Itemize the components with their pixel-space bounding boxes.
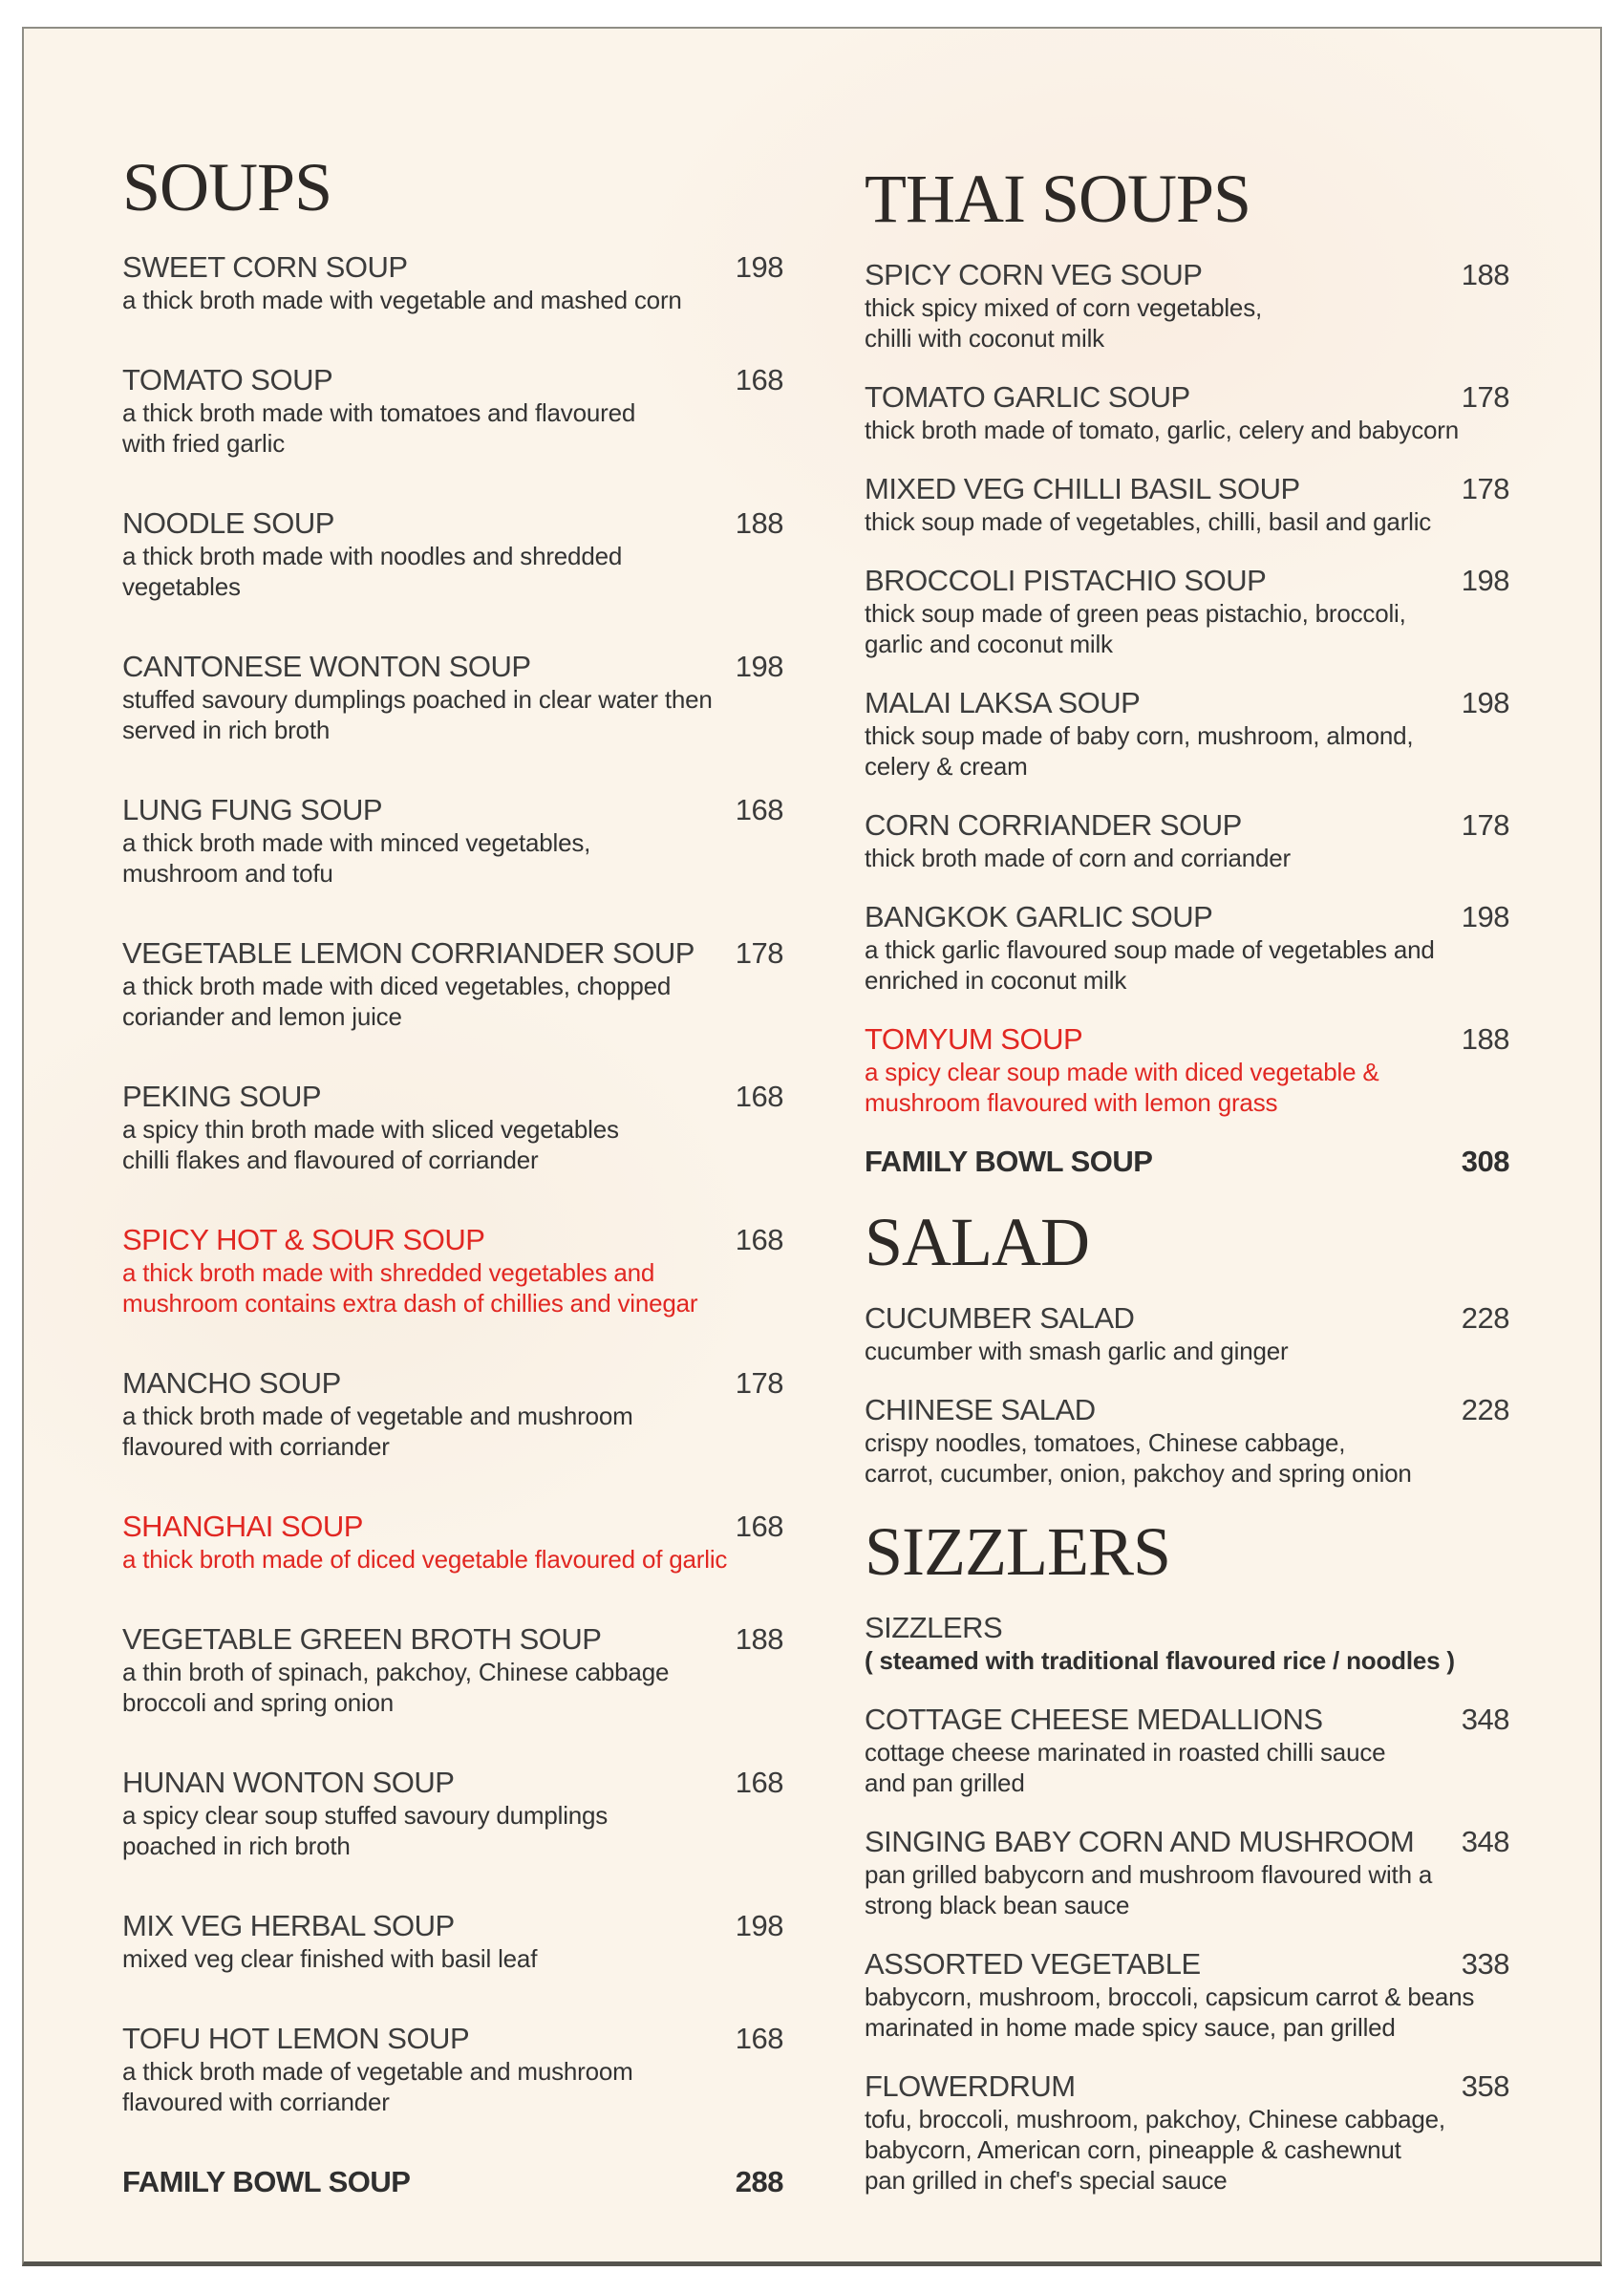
item-description-line: a spicy clear soup stuffed savoury dumplings (122, 1801, 609, 1830)
item-row (865, 900, 1509, 934)
item-price: 348 (1461, 1825, 1509, 1858)
menu-item-family-bowl-soup (122, 2165, 783, 2199)
item-row (865, 1825, 1509, 1859)
item-name: MIXED VEG CHILLI BASIL SOUP (865, 472, 1300, 505)
menu-column-left (122, 151, 783, 2247)
menu-item-bangkok-garlic-soup (865, 900, 1509, 996)
item-description-line: thick soup made of green peas pistachio, broccoli, (865, 599, 1406, 628)
item-description-line: ( steamed with traditional flavoured rice / noodles ) (865, 1646, 1455, 1675)
item-description-line: coriander and lemon juice (122, 1002, 402, 1031)
menu-item-hunan-wonton-soup (122, 1766, 783, 1861)
item-price: 188 (1461, 1022, 1509, 1056)
menu-item-cottage-cheese-medallions (865, 1703, 1509, 1798)
item-name: SPICY CORN VEG SOUP (865, 258, 1203, 291)
item-price: 198 (735, 650, 783, 683)
item-row (865, 1947, 1509, 1982)
item-description-line: thick soup made of baby corn, mushroom, almond, (865, 721, 1414, 750)
item-description-line: mushroom contains extra dash of chillies and vinegar (122, 1289, 698, 1318)
menu-item-noodle-soup (122, 506, 783, 602)
item-name: MANCHO SOUP (122, 1366, 341, 1400)
item-price: 198 (1461, 900, 1509, 933)
item-price: 188 (735, 506, 783, 540)
item-row (122, 506, 783, 541)
item-description-line: a spicy clear soup made with diced vegetable & (865, 1058, 1379, 1086)
item-description-line: chilli flakes and flavoured of corriander (122, 1146, 539, 1174)
item-row (122, 1909, 783, 1943)
item-price: 178 (1461, 472, 1509, 505)
item-row (865, 258, 1509, 292)
item-name: LUNG FUNG SOUP (122, 793, 383, 826)
item-price: 358 (1461, 2069, 1509, 2103)
item-price: 198 (1461, 686, 1509, 719)
item-row (122, 1622, 783, 1657)
item-description-line: a thick broth made of vegetable and mushroom (122, 1402, 633, 1430)
item-name: TOMATO SOUP (122, 363, 333, 396)
menu-item-malai-laksa-soup (865, 686, 1509, 782)
item-price: 198 (735, 1909, 783, 1942)
item-name: ASSORTED VEGETABLE (865, 1947, 1201, 1981)
item-description-line: tofu, broccoli, mushroom, pakchoy, Chinese cabbage, (865, 2105, 1445, 2133)
item-price: 228 (1461, 1301, 1509, 1335)
item-price: 288 (735, 2165, 783, 2198)
menu-item-sizzlers (865, 1611, 1509, 1676)
section-title-sizzlers: SIZZLERS (865, 1513, 1171, 1590)
item-name: TOFU HOT LEMON SOUP (122, 2022, 470, 2055)
item-row (122, 936, 783, 971)
item-description-line: a spicy thin broth made with sliced vegetables (122, 1115, 619, 1144)
item-row (865, 1145, 1509, 1179)
item-description-line: marinated in home made spicy sauce, pan grilled (865, 2013, 1396, 2042)
item-row (122, 1766, 783, 1800)
item-name: SHANGHAI SOUP (122, 1510, 363, 1543)
item-description-line: babycorn, mushroom, broccoli, capsicum carrot & beans (865, 1982, 1475, 2011)
item-price: 228 (1461, 1393, 1509, 1426)
menu-item-tomato-soup (122, 363, 783, 459)
item-description-line: thick spicy mixed of corn vegetables, (865, 293, 1263, 322)
menu-item-peking-soup (122, 1080, 783, 1175)
item-row (122, 250, 783, 285)
item-row (122, 1510, 783, 1544)
item-name: VEGETABLE LEMON CORRIANDER SOUP (122, 936, 694, 970)
item-description-line: flavoured with corriander (122, 2088, 390, 2116)
item-description-line: a thick broth made of vegetable and mushroom (122, 2057, 633, 2086)
item-row (865, 380, 1509, 415)
item-price: 168 (735, 793, 783, 826)
menu-item-sweet-corn-soup (122, 250, 783, 315)
menu-item-singing-baby-corn-and-mushroom (865, 1825, 1509, 1920)
item-description-line: chilli with coconut milk (865, 324, 1104, 353)
item-row (865, 1393, 1509, 1427)
item-row (122, 793, 783, 827)
item-price: 188 (735, 1622, 783, 1656)
item-row (865, 564, 1509, 598)
item-name: CHINESE SALAD (865, 1393, 1096, 1426)
item-name: SINGING BABY CORN AND MUSHROOM (865, 1825, 1415, 1858)
item-description-line: thick broth made of corn and corriander (865, 844, 1291, 872)
menu-item-vegetable-green-broth-soup (122, 1622, 783, 1718)
menu-item-spicy-hot-sour-soup (122, 1223, 783, 1318)
item-name: TOMYUM SOUP (865, 1022, 1083, 1056)
item-row (865, 1301, 1509, 1336)
menu-item-lung-fung-soup (122, 793, 783, 889)
item-row (122, 650, 783, 684)
item-price: 168 (735, 363, 783, 396)
item-description-line: pan grilled babycorn and mushroom flavoured with a (865, 1860, 1433, 1889)
menu-item-corn-corriander-soup (865, 808, 1509, 873)
menu-item-tofu-hot-lemon-soup (122, 2022, 783, 2117)
item-name: COTTAGE CHEESE MEDALLIONS (865, 1703, 1323, 1736)
item-name: HUNAN WONTON SOUP (122, 1766, 455, 1799)
item-description-line: garlic and coconut milk (865, 630, 1113, 658)
item-name: FLOWERDRUM (865, 2069, 1076, 2103)
item-description-line: cucumber with smash garlic and ginger (865, 1337, 1289, 1365)
item-description-line: thick soup made of vegetables, chilli, basil and garlic (865, 507, 1432, 536)
item-description-line: thick broth made of tomato, garlic, celery and babycorn (865, 416, 1459, 444)
item-description-line: a thick broth made with noodles and shredded (122, 542, 623, 570)
menu-item-broccoli-pistachio-soup (865, 564, 1509, 659)
item-description-line: a thick broth made with minced vegetables, (122, 828, 591, 857)
item-row (122, 2022, 783, 2056)
menu-item-mixed-veg-chilli-basil-soup (865, 472, 1509, 537)
item-description-line: a thick broth made of diced vegetable flavoured of garlic (122, 1545, 728, 1574)
item-price: 168 (735, 2022, 783, 2055)
section-title-soups: SOUPS (122, 149, 332, 225)
item-description-line: mushroom flavoured with lemon grass (865, 1088, 1278, 1117)
item-row (122, 2165, 783, 2199)
item-description-line: vegetables (122, 572, 241, 601)
menu-item-shanghai-soup (122, 1510, 783, 1575)
item-price: 308 (1461, 1145, 1509, 1178)
item-description-line: flavoured with corriander (122, 1432, 390, 1461)
item-description-line: a thick broth made with shredded vegetables and (122, 1258, 655, 1287)
item-row (865, 686, 1509, 720)
item-description-line: crispy noodles, tomatoes, Chinese cabbage, (865, 1428, 1346, 1457)
item-row (865, 1611, 1509, 1645)
item-description-line: a thick broth made with tomatoes and flavoured (122, 398, 636, 427)
item-description-line: cottage cheese marinated in roasted chilli sauce (865, 1738, 1386, 1767)
item-name: BANGKOK GARLIC SOUP (865, 900, 1213, 933)
menu-item-flowerdrum (865, 2069, 1509, 2196)
item-description-line: broccoli and spring onion (122, 1688, 395, 1717)
item-description-line: babycorn, American corn, pineapple & cashewnut (865, 2135, 1401, 2164)
item-price: 178 (735, 1366, 783, 1400)
menu-item-cucumber-salad (865, 1301, 1509, 1366)
item-price: 178 (1461, 380, 1509, 414)
item-description-line: a thick broth made with vegetable and mashed corn (122, 286, 682, 314)
item-description-line: poached in rich broth (122, 1832, 351, 1860)
menu-item-mix-veg-herbal-soup (122, 1909, 783, 1974)
item-name: MIX VEG HERBAL SOUP (122, 1909, 455, 1942)
section-title-thai-soups: THAI SOUPS (865, 161, 1251, 237)
item-name: CORN CORRIANDER SOUP (865, 808, 1242, 842)
menu-item-family-bowl-soup (865, 1145, 1509, 1179)
item-price: 168 (735, 1510, 783, 1543)
item-description-line: strong black bean sauce (865, 1891, 1130, 1919)
item-price: 188 (1461, 258, 1509, 291)
menu-item-spicy-corn-veg-soup (865, 258, 1509, 354)
item-row (122, 363, 783, 397)
menu-page (22, 27, 1602, 2266)
menu-item-mancho-soup (122, 1366, 783, 1462)
item-description-line: mushroom and tofu (122, 859, 333, 888)
menu-column-right (865, 162, 1509, 2222)
item-row (122, 1223, 783, 1257)
menu-item-cantonese-wonton-soup (122, 650, 783, 745)
item-name: SPICY HOT & SOUR SOUP (122, 1223, 485, 1256)
item-name: NOODLE SOUP (122, 506, 334, 540)
item-name: TOMATO GARLIC SOUP (865, 380, 1190, 414)
item-price: 198 (1461, 564, 1509, 597)
item-row (865, 1703, 1509, 1737)
item-name: FAMILY BOWL SOUP (122, 2165, 411, 2198)
item-name: CUCUMBER SALAD (865, 1301, 1135, 1335)
item-name: MALAI LAKSA SOUP (865, 686, 1141, 719)
item-description-line: a thick broth made with diced vegetables, chopped (122, 972, 672, 1000)
item-price: 178 (735, 936, 783, 970)
item-description-line: pan grilled in chef's special sauce (865, 2166, 1228, 2195)
item-name: SIZZLERS (865, 1611, 1003, 1644)
menu-item-vegetable-lemon-corriander-soup (122, 936, 783, 1032)
item-row (865, 2069, 1509, 2104)
item-price: 338 (1461, 1947, 1509, 1981)
item-row (865, 472, 1509, 506)
item-description-line: mixed veg clear finished with basil leaf (122, 1944, 538, 1973)
item-row (865, 1022, 1509, 1057)
item-price: 168 (735, 1223, 783, 1256)
section-title-salad: SALAD (865, 1204, 1090, 1280)
item-row (122, 1366, 783, 1401)
item-description-line: stuffed savoury dumplings poached in clear water then (122, 685, 713, 714)
menu-item-assorted-vegetable (865, 1947, 1509, 2043)
item-price: 168 (735, 1766, 783, 1799)
item-row (865, 808, 1509, 843)
item-price: 348 (1461, 1703, 1509, 1736)
item-description-line: and pan grilled (865, 1768, 1025, 1797)
menu-item-tomyum-soup (865, 1022, 1509, 1118)
item-description-line: enriched in coconut milk (865, 966, 1127, 995)
item-name: BROCCOLI PISTACHIO SOUP (865, 564, 1267, 597)
item-description-line: with fried garlic (122, 429, 285, 458)
item-description-line: carrot, cucumber, onion, pakchoy and spring onion (865, 1459, 1412, 1488)
item-price: 168 (735, 1080, 783, 1113)
item-name: CANTONESE WONTON SOUP (122, 650, 531, 683)
item-price: 178 (1461, 808, 1509, 842)
item-description-line: served in rich broth (122, 716, 331, 744)
menu-item-tomato-garlic-soup (865, 380, 1509, 445)
item-price: 198 (735, 250, 783, 284)
item-description-line: a thin broth of spinach, pakchoy, Chinese cabbage (122, 1658, 670, 1686)
item-row (122, 1080, 783, 1114)
item-name: SWEET CORN SOUP (122, 250, 408, 284)
item-description-line: a thick garlic flavoured soup made of vegetables and (865, 935, 1435, 964)
item-name: FAMILY BOWL SOUP (865, 1145, 1153, 1178)
item-name: VEGETABLE GREEN BROTH SOUP (122, 1622, 602, 1656)
item-description-line: celery & cream (865, 752, 1028, 781)
item-name: PEKING SOUP (122, 1080, 322, 1113)
menu-item-chinese-salad (865, 1393, 1509, 1489)
